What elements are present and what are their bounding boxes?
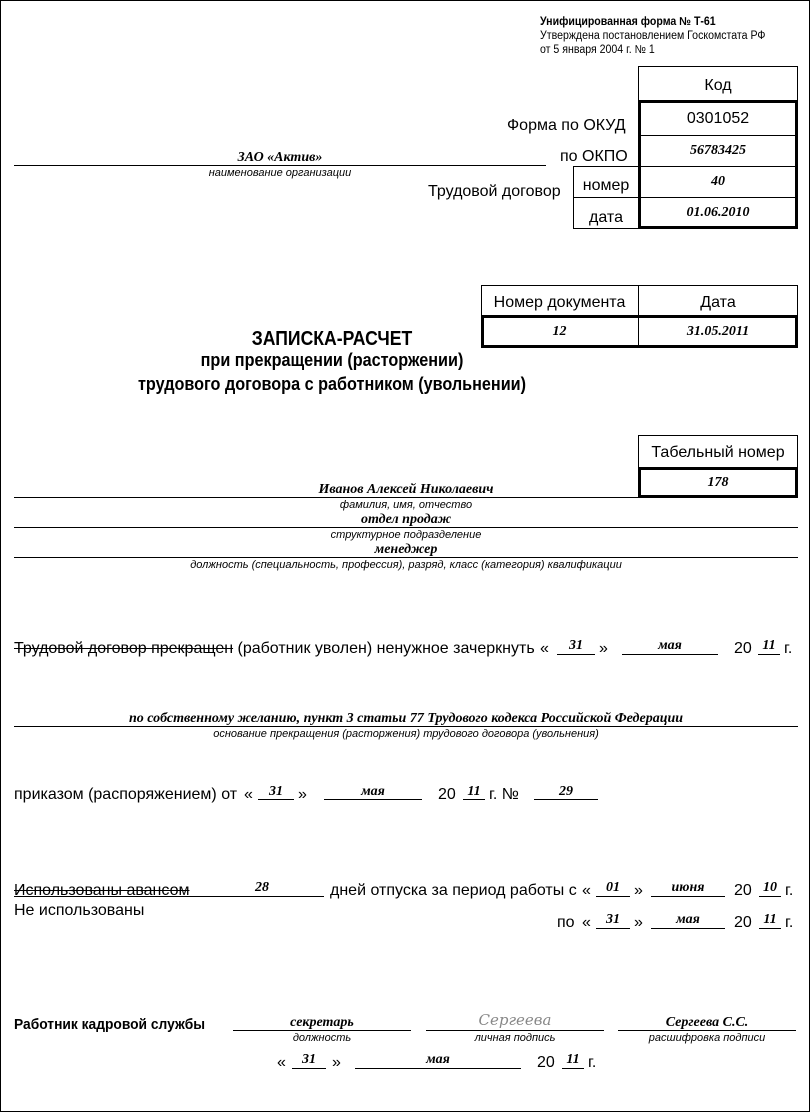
termination-reason: по собственному желанию, пункт 3 статьи 77 Трудового кодекса Российской Федерации — [128, 711, 684, 726]
order-month: мая — [361, 784, 385, 799]
hr-name-caption: расшифровка подписи — [648, 1032, 766, 1044]
vacation-from-day: 01 — [606, 880, 620, 895]
title-line2: при прекращении (расторжении) — [200, 350, 464, 370]
organization-name: ЗАО «Актив» — [237, 150, 323, 165]
order-open-quote: « — [244, 786, 253, 803]
hr-close-quote: » — [332, 1054, 341, 1071]
hr-position: секретарь — [290, 1015, 354, 1030]
vacation-unused-label: Не использованы — [14, 902, 145, 919]
from-close-quote: » — [634, 882, 643, 899]
vacation-from-year-suffix: 10 — [763, 880, 777, 895]
document-number-header: Номер документа — [493, 293, 626, 311]
contract-label: Трудовой договор — [428, 183, 561, 200]
contract-date-value: 01.06.2010 — [686, 204, 750, 220]
hr-day: 31 — [302, 1052, 316, 1067]
termination-struck-text: Трудовой договор прекращен — [14, 640, 234, 657]
vacation-period-label: дней отпуска за период работы с — [330, 882, 577, 899]
order-number: 29 — [559, 784, 573, 799]
to-close-quote: » — [634, 914, 643, 931]
to-year-prefix: 20 — [734, 914, 752, 931]
title-line3: трудового договора с работником (увольнении) — [137, 374, 527, 394]
hr-year-prefix: 20 — [537, 1054, 555, 1071]
document-number-value: 12 — [552, 323, 567, 339]
document-date-header: Дата — [700, 293, 736, 311]
order-label: приказом (распоряжением) от — [14, 786, 238, 803]
employee-fio-caption: фамилия, имя, отчество — [339, 499, 473, 511]
approved-line1: Утверждена постановлением Госкомстата РФ — [540, 30, 766, 42]
okud-label: Форма по ОКУД — [507, 117, 626, 134]
contract-number-value: 40 — [711, 173, 725, 189]
vacation-to-year-suffix: 11 — [763, 912, 777, 927]
employee-fio: Иванов Алексей Николаевич — [318, 482, 494, 497]
order-day: 31 — [269, 784, 283, 799]
employee-position: менеджер — [374, 542, 438, 557]
close-quote: » — [599, 640, 608, 657]
termination-year-suffix: 11 — [762, 638, 776, 653]
okpo-label: по ОКПО — [560, 148, 628, 165]
okud-value: 0301052 — [686, 110, 750, 127]
to-open-quote: « — [582, 914, 591, 931]
hr-position-caption: должность — [292, 1032, 352, 1044]
title-line1: ЗАПИСКА-РАСЧЕТ — [251, 328, 413, 350]
hr-signature-caption: личная подпись — [474, 1032, 556, 1044]
order-close-quote: » — [298, 786, 307, 803]
employee-department-caption: структурное подразделение — [330, 529, 482, 541]
order-number-label: г. № — [489, 786, 519, 803]
vacation-to-day: 31 — [606, 912, 620, 927]
from-year-unit: г. — [785, 882, 794, 899]
hr-label: Работник кадровой службы — [14, 1016, 206, 1033]
termination-year-prefix: 20 — [734, 640, 752, 657]
open-quote: « — [540, 640, 549, 657]
termination-statement — [14, 640, 535, 658]
code-label: Код — [704, 76, 732, 94]
tab-number-value: 178 — [707, 474, 729, 490]
vacation-from-month: июня — [671, 880, 705, 895]
termination-month: мая — [658, 638, 682, 653]
hr-year-suffix: 11 — [566, 1052, 580, 1067]
document-date-value: 31.05.2011 — [686, 323, 750, 339]
contract-number-label: номер — [582, 177, 630, 194]
vacation-days: 28 — [255, 880, 269, 895]
vacation-to-month: мая — [676, 912, 700, 927]
contract-date-label: дата — [589, 209, 623, 226]
organization-caption: наименование организации — [208, 167, 352, 179]
hr-open-quote: « — [277, 1054, 286, 1071]
hr-signature: Сергеева — [478, 1011, 552, 1029]
from-open-quote: « — [582, 882, 591, 899]
order-year-suffix: 11 — [467, 784, 481, 799]
form-name: Унифицированная форма № Т-61 — [540, 16, 716, 28]
hr-year-unit: г. — [588, 1054, 597, 1071]
from-year-prefix: 20 — [734, 882, 752, 899]
hr-month: мая — [426, 1052, 450, 1067]
order-year-prefix: 20 — [438, 786, 456, 803]
termination-reason-caption: основание прекращения (расторжения) трудового договора (увольнения) — [213, 728, 599, 740]
vacation-used-label: Использованы авансом — [14, 882, 190, 899]
employee-department: отдел продаж — [360, 512, 452, 527]
termination-day: 31 — [569, 638, 583, 653]
approved-line2: от 5 января 2004 г. № 1 — [540, 44, 655, 56]
employee-position-caption: должность (специальность, профессия), разряд, класс (категория) квалификации — [190, 559, 622, 571]
termination-rest-text: (работник уволен) ненужное зачеркнуть — [237, 640, 535, 657]
vacation-to-label: по — [557, 914, 575, 931]
okpo-value: 56783425 — [690, 142, 746, 158]
hr-name: Сергеева С.С. — [665, 1015, 749, 1030]
termination-year-unit: г. — [784, 640, 793, 657]
tab-number-header: Табельный номер — [651, 443, 785, 461]
to-year-unit: г. — [785, 914, 794, 931]
